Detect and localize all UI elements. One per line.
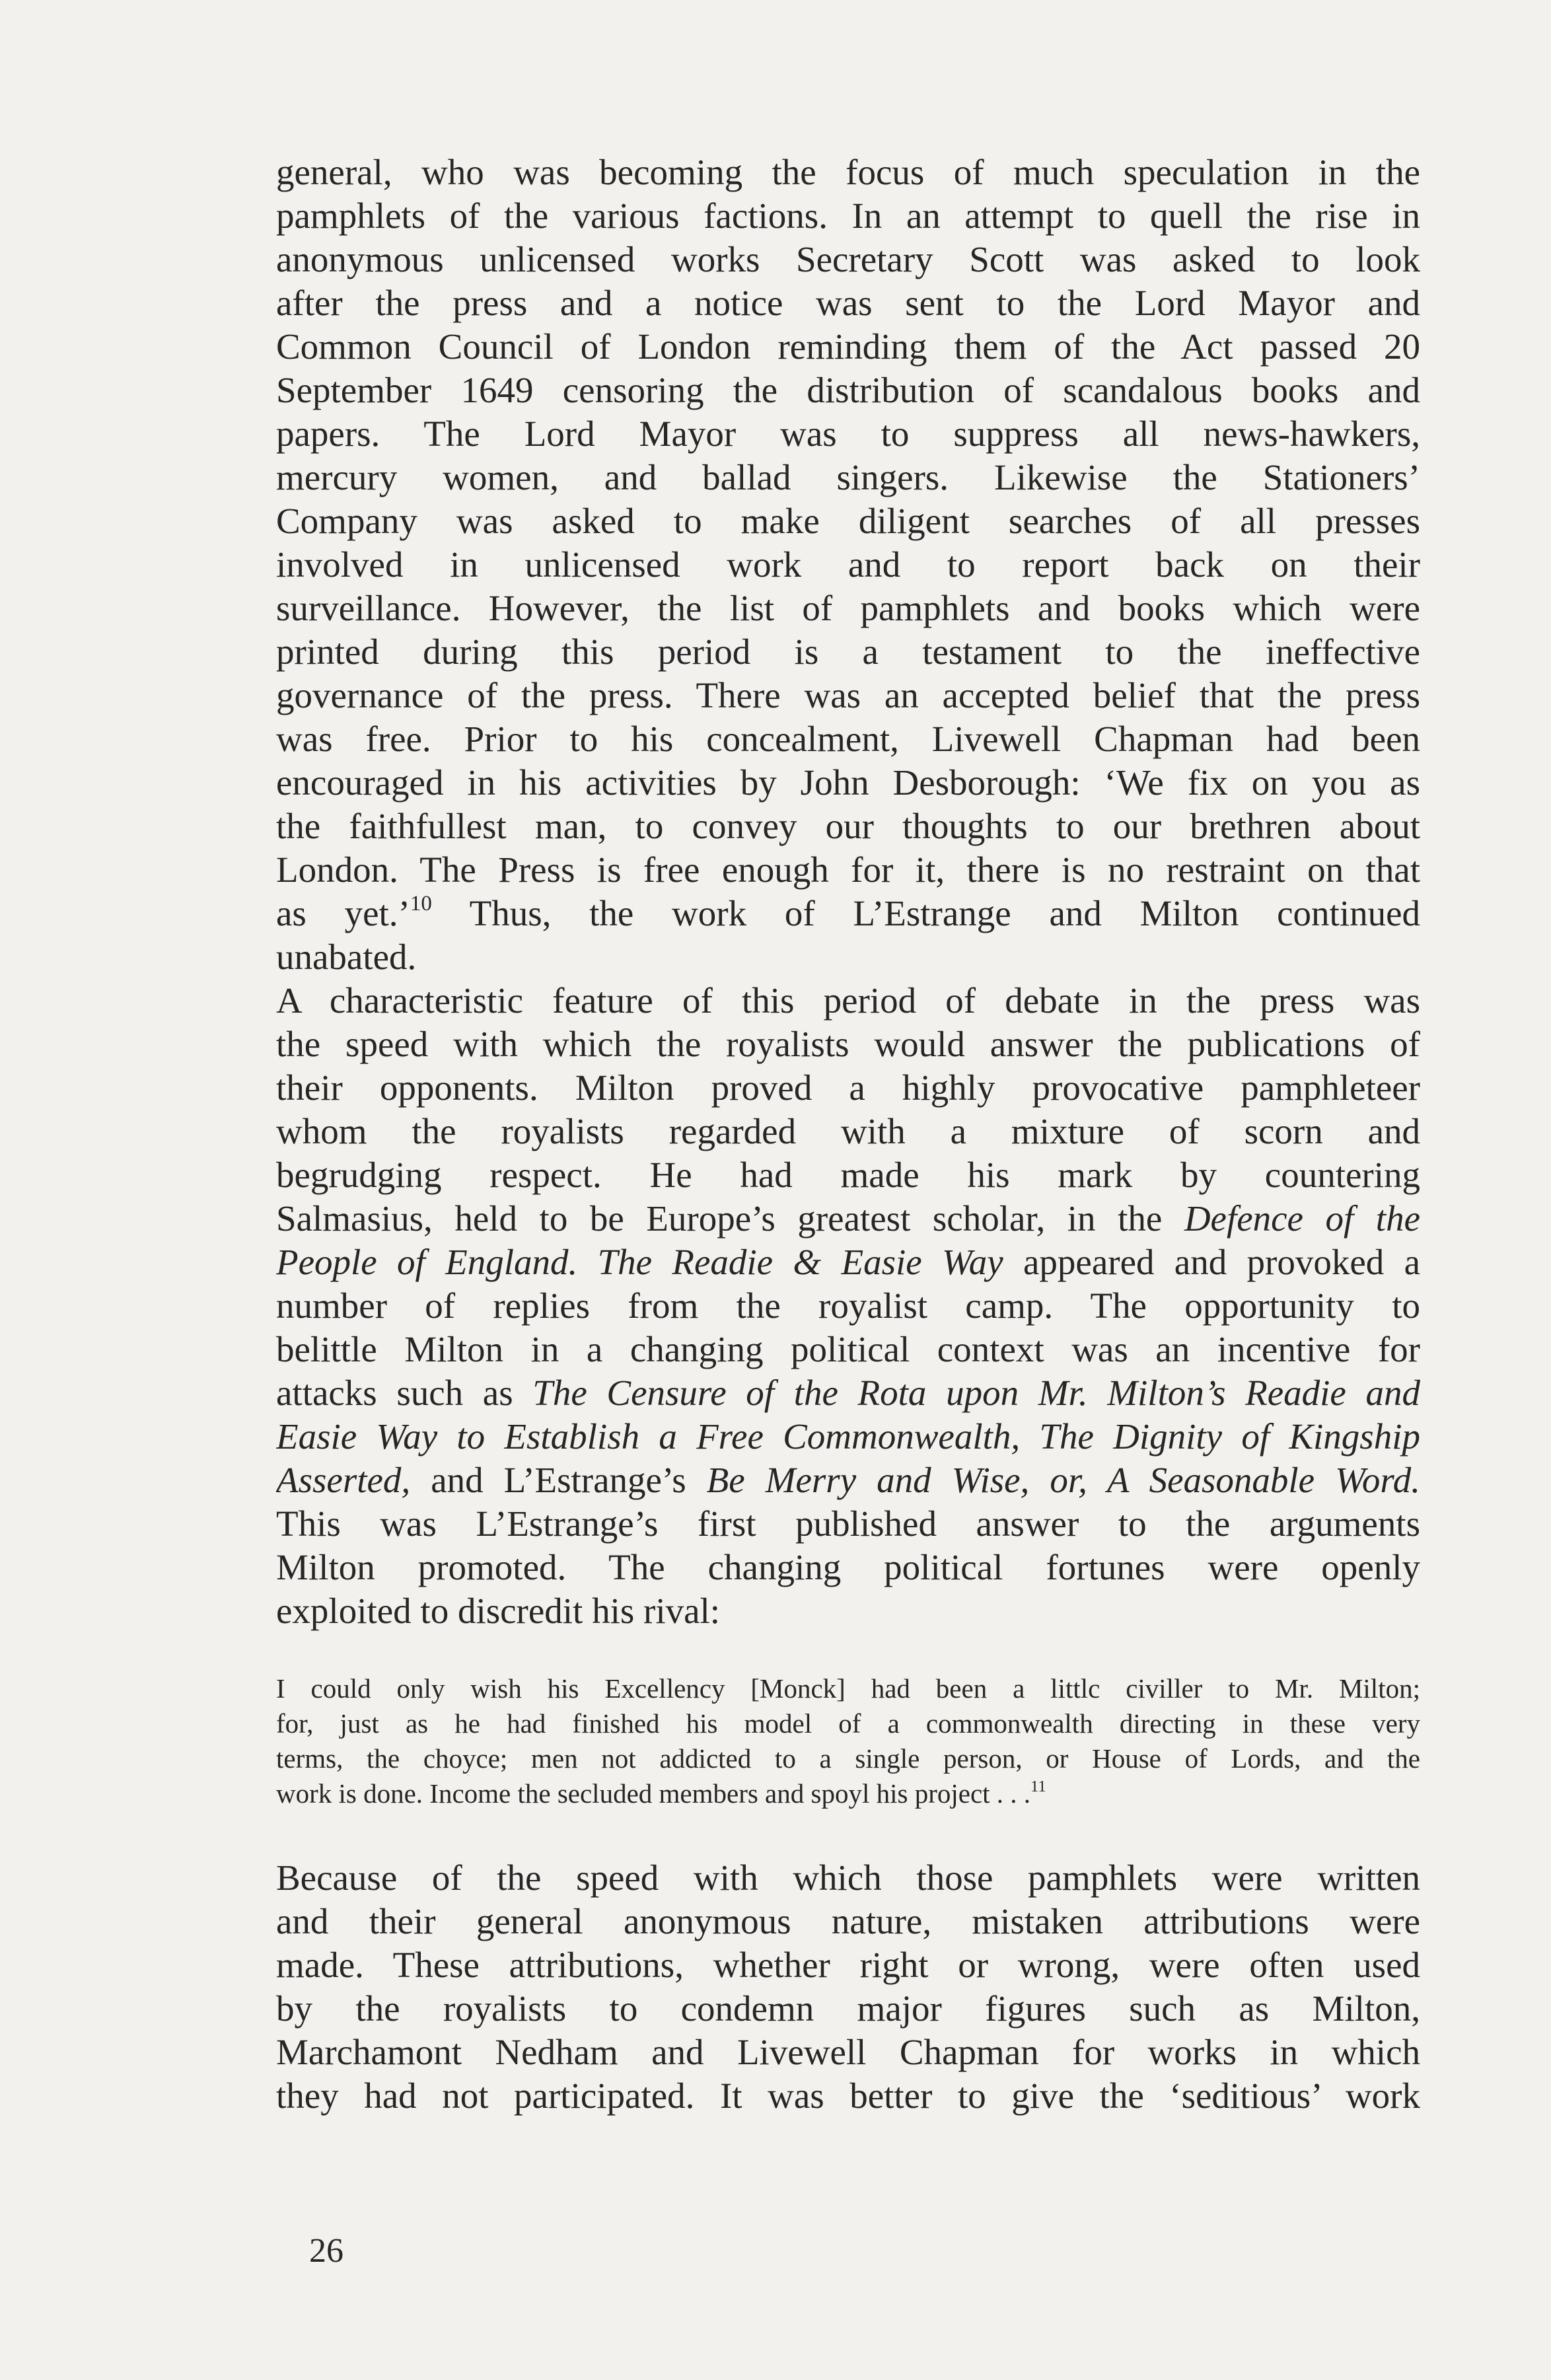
text-line: A characteristic feature of this period of debate in the press was [276,980,1420,1021]
text-line: the speed with which the royalists would answer the publications of [276,1024,1420,1064]
block-quote [276,1671,1420,1811]
text-line: belittle Milton in a changing political context was an incentive for [276,1329,1420,1369]
text-line: general, who was becoming the focus of much speculation in the [276,152,1420,192]
text-line [276,1459,1420,1502]
text-line: papers. The Lord Mayor was to suppress all news-hawkers, [276,414,1420,454]
text-line: This was L’Estrange’s first published answer to the arguments [276,1503,1420,1544]
text-line: made. These attributions, whether right or wrong, were often used [276,1945,1420,1985]
footnote-ref-11: 11 [1030,1777,1046,1795]
text-line: governance of the press. There was an accepted belief that the press [276,675,1420,715]
text-line [276,892,1420,935]
paragraph-3 [276,1856,1420,2118]
text-line: Common Council of London reminding them of the Act passed 20 [276,326,1420,367]
text-line: the faithfullest man, to convey our thoughts to our brethren about [276,806,1420,846]
text-line [276,1415,1420,1459]
text-run: work is done. Income the secluded members and spoyl his project . . . [276,1778,1031,1809]
text-line: Marchamont Nedham and Livewell Chapman for works in which [276,2032,1420,2072]
text-line [276,1371,1420,1415]
quote-line: terms, the choyce; men not addicted to a single person, or House of Lords, and the [276,1743,1420,1774]
text-run: attacks such as [276,1373,533,1413]
text-line: London. The Press is free enough for it, there is no restraint on that [276,849,1420,890]
quote-line: for, just as he had finished his model of a commonwealth directing in these very [276,1708,1420,1739]
paragraph-2 [276,979,1420,1633]
text-line: surveillance. However, the list of pamphlets and books which were [276,588,1420,628]
text-line: and their general anonymous nature, mistaken attributions were [276,1901,1420,1941]
book-title: Easie Way to Establish a Free Commonwealth, The Dignity of Kingship [276,1416,1420,1457]
footnote-ref-10: 10 [410,892,432,916]
text-line: Company was asked to make diligent searches of all presses [276,501,1420,541]
text-run: appeared and provoked a [1003,1242,1420,1282]
text-line: involved in unlicensed work and to report back on their [276,544,1420,585]
book-title: Asserted, [276,1460,411,1500]
text-line: was free. Prior to his concealment, Livewell Chapman had been [276,719,1420,759]
page-number: 26 [309,2232,343,2270]
text-run: Salmasius, held to be Europe’s greatest scholar, in the [276,1198,1184,1239]
text-line: printed during this period is a testament to the ineffective [276,631,1420,672]
text-line: mercury women, and ballad singers. Likewise the Stationers’ [276,457,1420,497]
text-line: September 1649 censoring the distribution of scandalous books and [276,370,1420,410]
text-line: number of replies from the royalist camp. The opportunity to [276,1285,1420,1326]
text-line: by the royalists to condemn major figures such as Milton, [276,1988,1420,2029]
text-line: unabated. [276,937,417,977]
text-line: Milton promoted. The changing political fortunes were openly [276,1547,1420,1587]
text-line: pamphlets of the various factions. In an attempt to quell the rise in [276,196,1420,236]
text-line: their opponents. Milton proved a highly provocative pamphleteer [276,1067,1420,1108]
text-line: exploited to discredit his rival: [276,1591,721,1631]
book-title: Defence of the [1184,1198,1420,1239]
text-line: begrudging respect. He had made his mark by countering [276,1155,1420,1195]
text-line: anonymous unlicensed works Secretary Scott was asked to look [276,239,1420,279]
paragraph-1 [276,151,1420,979]
book-title: People of England. The Readie & Easie Way [276,1242,1003,1282]
text-line: whom the royalists regarded with a mixture of scorn and [276,1111,1420,1151]
quote-line: I could only wish his Excellency [Monck] had been a littlc civiller to Mr. Milton; [276,1673,1420,1704]
book-title: Be Merry and Wise, or, A Seasonable Word. [706,1460,1420,1500]
book-title: The Censure of the Rota upon Mr. Milton’s Readie and [532,1373,1420,1413]
quote-line [276,1776,1420,1811]
text-run: Thus, the work of L’Estrange and Milton continued [431,893,1420,933]
text-line: after the press and a notice was sent to the Lord Mayor and [276,283,1420,323]
text-line [276,1241,1420,1284]
text-line: Because of the speed with which those pamphlets were written [276,1857,1420,1898]
text-line: encouraged in his activities by John Desborough: ‘We fix on you as [276,762,1420,803]
text-run: as yet.’ [276,893,410,933]
text-run: and L’Estrange’s [410,1460,707,1500]
text-line [276,1197,1420,1241]
text-line: they had not participated. It was better to give the ‘seditious’ work [276,2075,1420,2116]
